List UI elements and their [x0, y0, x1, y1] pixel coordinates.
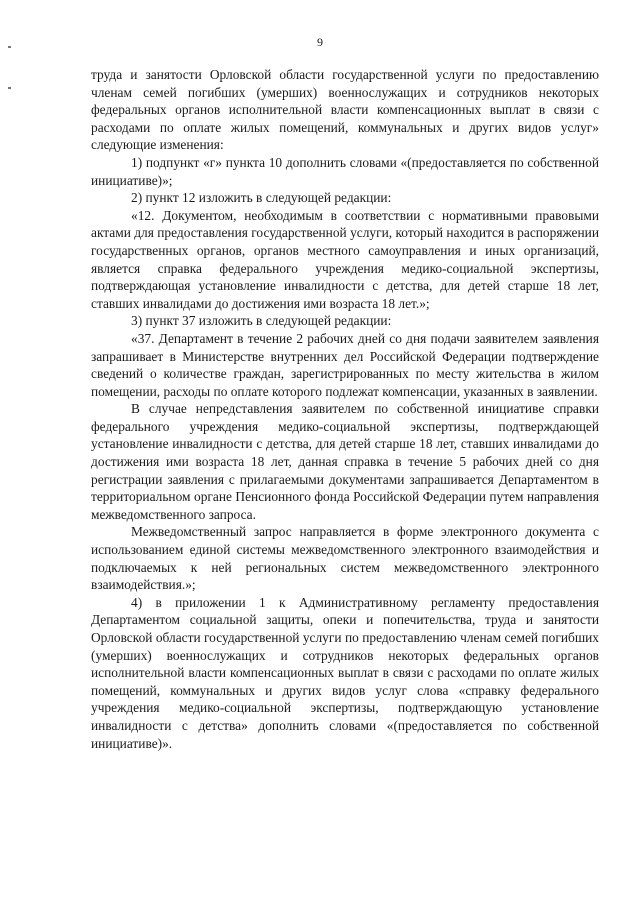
paragraph-item-4: 4) в приложении 1 к Административному регламенту предоставления Департаментом социальной защиты, опеки и попечительства, труда и занятости Орловской области государственной услуги по предоставлению членам семей погибших (умерших) военнослужащих и сотрудников некоторых федеральных органов исполнительной власти компенсационных выплат в связи с расходами по оплате жилых помещений, коммунальных и других видов услуг слова «справку федерального учреждения медико-социальной экспертизы, подтверждающую установление инвалидности с детства» дополнить словами «(предоставляется по собственной инициативе)». [91, 594, 599, 751]
paragraph-clause-37-cont: В случае непредставления заявителем по собственной инициативе справки федерального учреждения медико-социальной экспертизы, подтверждающей установление инвалидности с детства, для детей старше 18 лет, ставших инвалидами до достижения ими возраста 18 лет, данная справка в течение 5 рабочих дней со дня регистрации заявления с прилагаемыми документами запрашивается Департаментом в территориальном органе Пенсионного фонда Российской Федерации путем направления межведомственного запроса. [91, 401, 599, 522]
paragraph-clause-12: «12. Документом, необходимым в соответствии с нормативными правовыми актами для предоставления государственной услуги, который находится в распоряжении государственных органов, органов местного самоуправления и иных организаций, является справка федерального учреждения медико-социальной экспертизы, подтверждающая установление инвалидности с детства, для детей старше 18 лет, ставших инвалидами до достижения ими возраста 18 лет.»; [91, 207, 599, 311]
paragraph-intro: труда и занятости Орловской области государственной услуги по предоставлению членам семей погибших (умерших) военнослужащих и сотрудников некоторых федеральных органов исполнительной власти компенсационных выплат в связи с расходами по оплате жилых помещений, коммунальных и других видов услуг» следующие изменения: [91, 67, 599, 153]
margin-mark [8, 87, 11, 89]
paragraph-item-3: 3) пункт 37 изложить в следующей редакции: [131, 313, 392, 329]
paragraph-clause-37: «37. Департамент в течение 2 рабочих дней со дня подачи заявителем заявления запрашивает в Министерстве внутренних дел Российской Федерации подтверждение сведений о количестве граждан, зарегистрированных по месту жительства в жилом помещении, расходы по оплате которого подлежат компенсации, указанных в заявлении. [91, 330, 599, 399]
paragraph-item-2: 2) пункт 12 изложить в следующей редакции: [131, 190, 392, 206]
page-number: 9 [317, 35, 323, 49]
document-body [91, 66, 599, 752]
paragraph-interagency-request: Межведомственный запрос направляется в форме электронного документа с использованием единой системы межведомственного электронного взаимодействия и подключаемых к ней региональных систем межведомственного электронного взаимодействия.»; [91, 524, 599, 593]
paragraph-item-1: 1) подпункт «г» пункта 10 дополнить словами «(предоставляется по собственной инициативе)»; [91, 154, 599, 188]
